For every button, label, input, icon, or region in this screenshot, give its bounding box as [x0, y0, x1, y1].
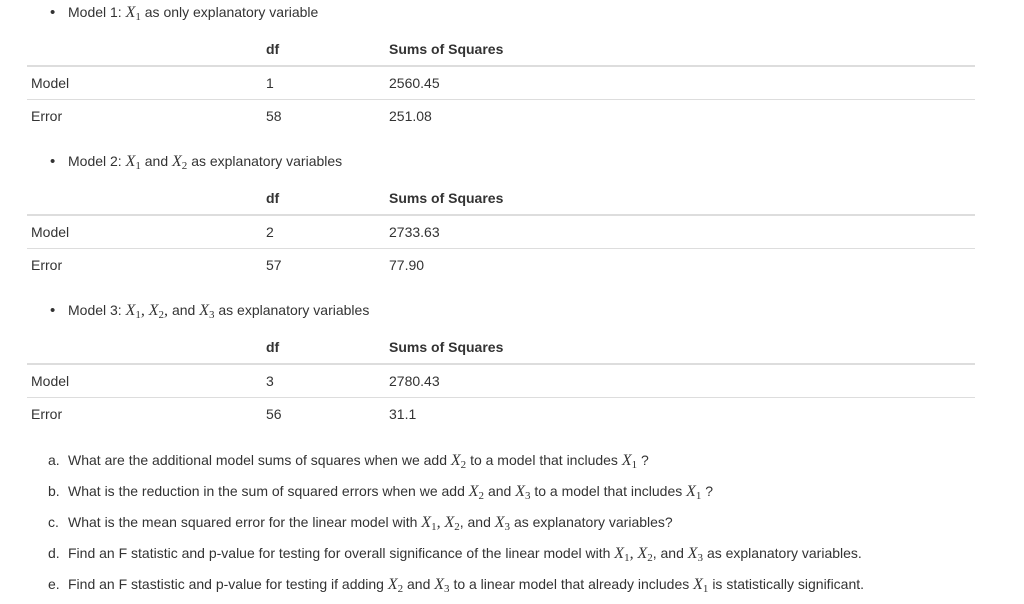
- question-b: b. What is the reduction in the sum of squared errors when we add $X_2$ and $X_3$ to a model that includes $X_1$ ?: [48, 483, 714, 502]
- model3-bullet: • Model 3: $X_1$, $X_2$, and $X_3$ as explanatory variables: [50, 302, 370, 321]
- var-x3: $X_3$: [199, 302, 215, 321]
- question-d: d. Find an F statistic and p-value for testing for overall significance of the linear model with $X_1$, $X_2$, and $X_3$ as explanatory variables.: [48, 545, 862, 564]
- table-header: df Sums of Squares: [27, 182, 975, 216]
- var-x1: $X_1$,: [125, 302, 145, 321]
- table-header: [27, 33, 975, 67]
- header-ss: Sums of Squares: [389, 41, 504, 57]
- model1-table: [27, 33, 975, 132]
- model1-bullet: • Model 1: $X_1$ as only explanatory variable: [50, 4, 319, 23]
- table-row: Error 57 77.90: [31, 257, 425, 273]
- model3-table: [27, 331, 975, 430]
- table-row: Model 3 2780.43: [27, 365, 975, 398]
- question-a: a. What are the additional model sums of squares when we add $X_2$ to a model that includes $X_1$ ?: [48, 452, 649, 471]
- model2-bullet: • Model 2: $X_1$ and $X_2$ as explanatory variables: [50, 153, 343, 172]
- var-x1: $X_1$: [125, 153, 141, 172]
- model2-table: [27, 182, 975, 281]
- header-df: df: [266, 41, 280, 57]
- table-row: Error 58 251.08: [31, 108, 432, 124]
- model1-suffix: as only explanatory variable: [144, 4, 319, 20]
- table-row: Error 56 31.1: [31, 406, 417, 422]
- var-x1: $X_1$: [125, 4, 141, 23]
- question-e: e. Find an F stastistic and p-value for testing if adding $X_2$ and $X_3$ to a linear model that already includes $X_1$ is statistically significant.: [48, 576, 865, 595]
- table-row: Model 2 2733.63: [27, 216, 975, 249]
- var-x2: $X_2$,: [148, 302, 169, 321]
- table-row: Model 1 2560.45: [27, 67, 975, 100]
- table-header: df Sums of Squares: [27, 331, 975, 365]
- question-list: [48, 449, 864, 604]
- model1-prefix: Model 1:: [68, 4, 122, 20]
- var-x2: $X_2$: [172, 153, 188, 172]
- question-c: c. What is the mean squared error for the linear model with $X_1$, $X_2$, and $X_3$ as explanatory variables?: [48, 514, 673, 533]
